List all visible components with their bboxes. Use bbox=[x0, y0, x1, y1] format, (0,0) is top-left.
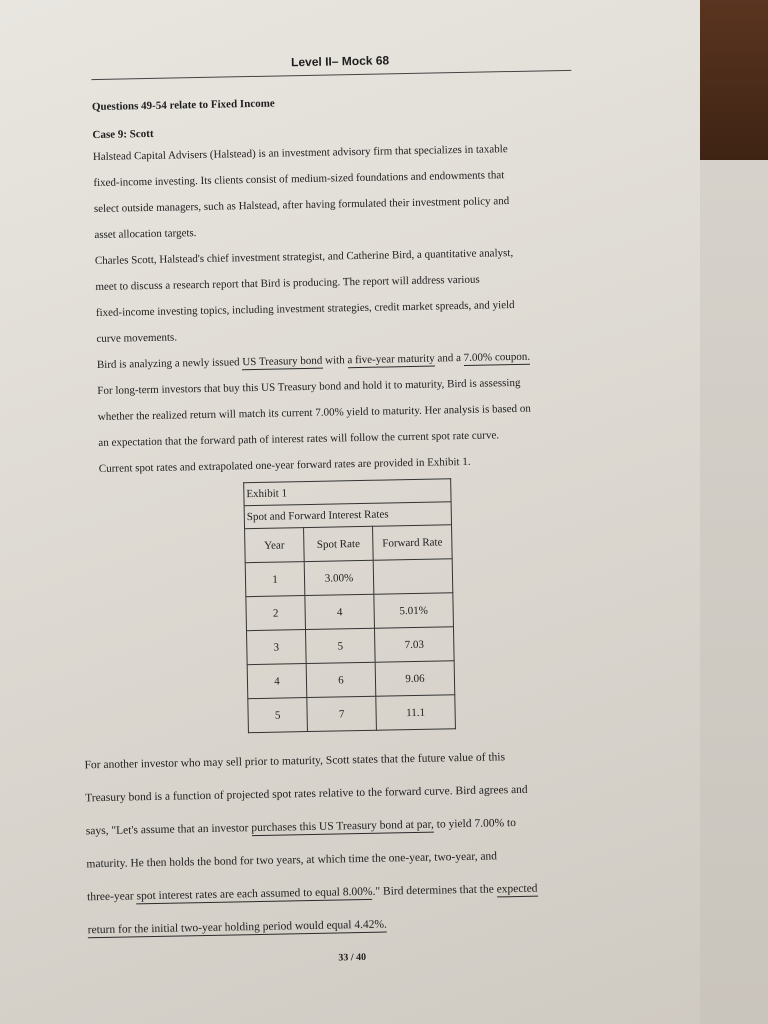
text-run: Bird is analyzing a newly issued bbox=[96, 356, 243, 372]
paper-stack-edge bbox=[690, 160, 768, 1024]
paragraph-line: whether the realized return will match its current 7.00% yield to maturity. Her analysis is based on bbox=[97, 402, 531, 424]
exhibit-subtitle: Spot and Forward Interest Rates bbox=[244, 502, 451, 529]
table-cell: 3 bbox=[247, 630, 307, 665]
paragraph-line: Treasury bond is a function of projected spot rates relative to the forward curve. Bird agrees and bbox=[85, 783, 528, 805]
paragraph-line: For another investor who may sell prior to maturity, Scott states that the future value of this bbox=[84, 751, 506, 772]
table-cell: 11.1 bbox=[376, 695, 456, 731]
table-cell: 5 bbox=[305, 628, 375, 663]
underlined-text: expected bbox=[496, 882, 538, 896]
paragraph-line: fixed-income investing topics, including investment strategies, credit market spreads, and yield bbox=[95, 298, 515, 320]
paragraph-line: maturity. He then holds the bond for two years, at which time the one-year, two-year, and bbox=[86, 850, 498, 871]
paragraph-line bbox=[97, 351, 530, 371]
table-row bbox=[248, 695, 456, 733]
table-cell: 7.03 bbox=[374, 627, 454, 663]
table-row bbox=[245, 559, 453, 597]
paragraph-line bbox=[88, 919, 387, 937]
paragraph-line: meet to discuss a research report that Bird is producing. The report will address various bbox=[95, 273, 480, 294]
table-row bbox=[247, 661, 455, 699]
table-cell: 6 bbox=[306, 662, 376, 697]
paragraph-line: For long-term investors that buy this US Treasury bond and hold it to maturity, Bird is assessing bbox=[97, 376, 521, 398]
paragraph-line: select outside managers, such as Halstead, after having formulated their investment policy and bbox=[93, 195, 510, 216]
underlined-text: a five-year maturity bbox=[347, 352, 435, 367]
table-row bbox=[246, 593, 454, 631]
table-row bbox=[247, 627, 455, 665]
paragraph-line bbox=[87, 883, 538, 904]
paragraph-line: an expectation that the forward path of interest rates will follow the current spot rate curve. bbox=[98, 429, 500, 450]
column-header: Spot Rate bbox=[304, 526, 374, 561]
header-rule bbox=[91, 70, 571, 80]
paragraph-line: Halstead Capital Advisers (Halstead) is an investment advisory firm that specializes in taxable bbox=[92, 143, 508, 164]
questions-line: Questions 49-54 relate to Fixed Income bbox=[91, 97, 275, 114]
underlined-text: US Treasury bond bbox=[242, 354, 323, 369]
table-cell bbox=[373, 559, 453, 595]
paragraph-line: fixed-income investing. Its clients consist of medium-sized foundations and endowments that bbox=[93, 169, 505, 190]
table-cell: 1 bbox=[245, 562, 305, 597]
page-header: Level II– Mock 68 bbox=[290, 53, 390, 70]
column-header: Year bbox=[245, 528, 305, 563]
paragraph-line: curve movements. bbox=[96, 331, 178, 346]
underlined-text: spot interest rates are each assumed to equal 8.00% bbox=[136, 885, 373, 903]
document-page bbox=[51, 34, 670, 1015]
desk-surface bbox=[688, 0, 768, 170]
table-cell: 9.06 bbox=[375, 661, 455, 697]
text-run: says, "Let's assume that an investor bbox=[85, 822, 252, 838]
table-cell: 5 bbox=[248, 698, 308, 733]
exhibit-table bbox=[243, 478, 456, 733]
exhibit-title: Exhibit 1 bbox=[244, 479, 451, 506]
column-header: Forward Rate bbox=[373, 525, 453, 561]
text-run: three-year bbox=[86, 890, 137, 904]
table-cell: 4 bbox=[247, 664, 307, 699]
text-run: and a bbox=[434, 351, 464, 365]
table-cell: 3.00% bbox=[304, 560, 374, 595]
table-cell: 4 bbox=[305, 594, 375, 629]
text-run: to yield 7.00% to bbox=[433, 817, 517, 831]
paragraph-line bbox=[86, 817, 516, 837]
text-run: with bbox=[322, 354, 348, 367]
table-cell: 5.01% bbox=[374, 593, 454, 629]
case-title: Case 9: Scott bbox=[92, 127, 154, 142]
underlined-text: return for the initial two-year holding period would equal 4.42%. bbox=[87, 918, 388, 937]
paragraph-line: Charles Scott, Halstead's chief investment strategist, and Catherine Bird, a quantitative analyst, bbox=[94, 247, 514, 268]
table-cell: 7 bbox=[307, 696, 377, 731]
underlined-text: 7.00% coupon. bbox=[463, 350, 531, 364]
page-number: 33 / 40 bbox=[338, 951, 367, 964]
table-cell: 2 bbox=[246, 596, 306, 631]
text-run: ." Bird determines that the bbox=[372, 883, 497, 898]
paragraph-line: asset allocation targets. bbox=[94, 227, 197, 242]
paragraph-line: Current spot rates and extrapolated one-year forward rates are provided in Exhibit 1. bbox=[98, 455, 471, 476]
underlined-text: purchases this US Treasury bond at par, bbox=[251, 818, 434, 835]
